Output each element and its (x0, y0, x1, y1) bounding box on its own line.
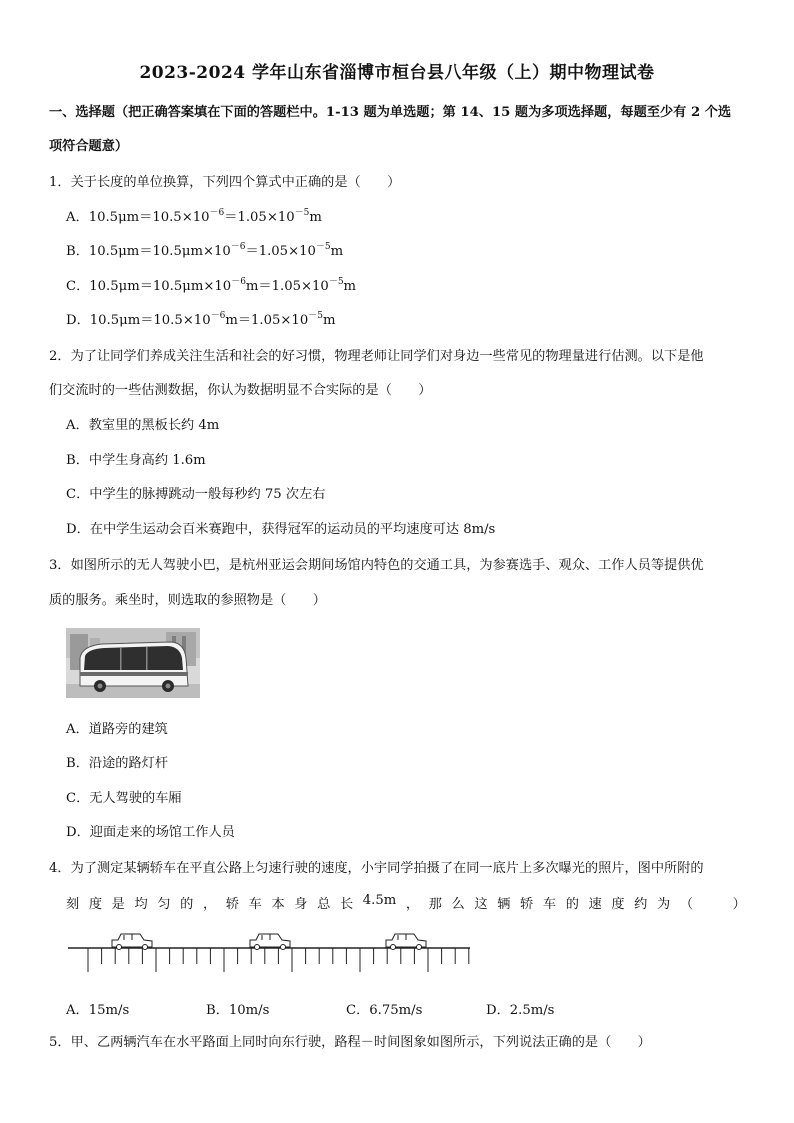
question-3-stem-line2: 质的服务。乘坐时，则选取的参照物是（ ） (49, 593, 326, 608)
question-4-stem-char: 匀 (157, 897, 171, 912)
option-text: ＝1.05×10 (224, 210, 295, 225)
exponent: －6 (209, 208, 225, 218)
question-4-stem-char: （ ） (679, 897, 746, 912)
question-4-option-d: D．2.5m/s (486, 1003, 555, 1018)
question-2-stem-line2: 们交流时的一些估测数据，你认为数据明显不合实际的是（ ） (49, 383, 432, 398)
question-4-stem-char: 速 (588, 897, 602, 912)
question-3-option-c: C．无人驾驶的车厢 (66, 791, 182, 806)
question-4-stem-line2 (66, 893, 746, 912)
question-4-stem-char: 车 (542, 897, 557, 912)
question-4-stem-char: 么 (451, 897, 465, 912)
section-instructions-line2: 项符合题意） (49, 139, 129, 154)
question-4-option-a: A．15m/s (66, 1003, 130, 1018)
option-text: m (343, 279, 357, 294)
question-4-stem-char: 刻 (66, 897, 80, 912)
question-4-options (66, 999, 626, 1018)
exam-title: 2023-2024 学年山东省淄博市桓台县八年级（上）期中物理试卷 (139, 63, 655, 83)
option-text: m (322, 313, 336, 328)
question-4-stem-char: 4.5m (362, 893, 397, 908)
question-2-stem-line1: 2．为了让同学们养成关注生活和社会的好习惯，物理老师让同学们对身边一些常见的物理量进行估测。以下是他 (49, 349, 704, 364)
option-text: m＝1.05×10 (245, 279, 329, 294)
question-4-stem-char: ， (202, 897, 217, 912)
question-1-option-c (66, 277, 356, 297)
question-3-option-b: B．沿途的路灯杆 (66, 756, 169, 771)
car-icon (250, 934, 290, 950)
question-3-stem-line1: 3．如图所示的无人驾驶小巴，是杭州亚运会期间场馆内特色的交通工具，为参赛选手、观众、工作人员等提供优 (49, 558, 704, 573)
question-1-option-b (66, 242, 343, 262)
question-2-option-c: C．中学生的脉搏跳动一般每秒约 75 次左右 (66, 487, 326, 502)
question-4-stem-char: 这 (474, 897, 488, 912)
question-3-option-a: A．道路旁的建筑 (66, 722, 168, 737)
question-4-stem-line1: 4．为了测定某辆轿车在平直公路上匀速行驶的速度，小宇同学拍摄了在同一底片上多次曝光的照片，图中所附的 (49, 861, 704, 876)
option-text: A．10.5μm＝10.5×10 (66, 210, 210, 225)
option-text: B．10.5μm＝10.5μm×10 (66, 244, 231, 259)
question-4-option-c: C．6.75m/s (346, 1003, 423, 1018)
question-1-option-a (66, 208, 322, 228)
option-text: ＝1.05×10 (245, 244, 316, 259)
question-1-stem: 1．关于长度的单位换算，下列四个算式中正确的是（ ） (49, 175, 401, 190)
exponent: －6 (230, 242, 246, 252)
question-4-stem-char: 度 (611, 897, 625, 912)
question-4-stem-char: 总 (317, 897, 331, 912)
question-3-option-d: D．迎面走来的场馆工作人员 (66, 825, 235, 840)
exponent: －5 (315, 242, 331, 252)
question-4-stem-char: 轿 (520, 897, 534, 912)
exponent: －6 (210, 311, 226, 321)
question-4-stem-char: 是 (111, 897, 125, 912)
question-4-stem-char: 约 (634, 897, 648, 912)
car-icon (386, 934, 426, 950)
question-4-stem-char: 本 (271, 897, 285, 912)
section-instructions-line1: 一、选择题（把正确答案填在下面的答题栏中。1-13 题为单选题；第 14、15 题为多项选择题，每题至少有 2 个选 (49, 105, 732, 120)
question-4-stem-char: 度 (88, 897, 103, 912)
question-1-option-d (66, 311, 335, 331)
question-2-option-a: A．教室里的黑板长约 4m (66, 418, 220, 433)
question-2-option-d: D．在中学生运动会百米赛跑中，获得冠军的运动员的平均速度可达 8m/s (66, 522, 496, 537)
question-4-stem-char: 辆 (497, 897, 511, 912)
question-4-stem-char: 的 (180, 897, 194, 912)
option-text: D．10.5μm＝10.5×10 (66, 313, 211, 328)
question-4-stem-char: 长 (339, 897, 354, 912)
question-4-stem-char: 轿 (225, 897, 239, 912)
exponent: －5 (328, 277, 344, 287)
question-4-stem-char: 身 (294, 897, 308, 912)
question-4-stem-char: 车 (248, 897, 262, 912)
question-4-stem-char: ， (405, 897, 420, 912)
question-4-option-b: B．10m/s (206, 1003, 270, 1018)
option-text: m＝1.05×10 (225, 313, 309, 328)
question-5-stem: 5．甲、乙两辆汽车在水平路面上同时向东行驶，路程－时间图象如图所示，下列说法正确的是（ ） (49, 1035, 651, 1050)
exponent: －6 (231, 277, 246, 287)
question-4-stem-char: 均 (134, 897, 148, 912)
question-2-option-b: B．中学生身高约 1.6m (66, 453, 206, 468)
multiple-exposure-ruler-figure (66, 926, 474, 978)
question-4-stem-char: 为 (657, 897, 671, 912)
question-4-stem-char: 的 (565, 897, 579, 912)
question-4-stem-char: 那 (428, 897, 442, 912)
option-text: m (309, 210, 322, 225)
exponent: －5 (294, 208, 310, 218)
option-text: C．10.5μm＝10.5μm×10 (66, 279, 232, 294)
autonomous-minibus-photo (66, 628, 200, 698)
option-text: m (330, 244, 344, 259)
exponent: －5 (308, 311, 323, 321)
car-icon (112, 934, 152, 950)
